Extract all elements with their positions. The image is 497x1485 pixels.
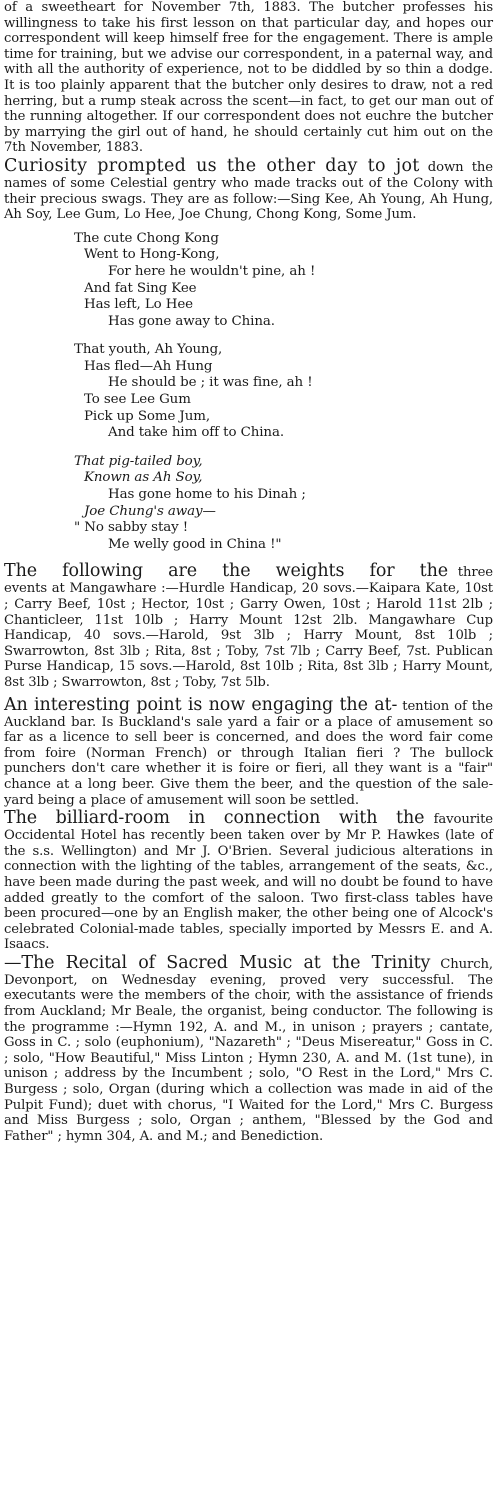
poem-line: Has gone home to his Dinah ; xyxy=(108,487,306,503)
paragraph-body: Church, Devonport, on Wednesday evening, proved very successful. The executants were the members of the choir, with the assistance of friends from Auckland; Mr Beale, the organist, being conductor. The following is the programme :—Hymn 192, A. and M., in unison ; prayers ; cantate, Goss in C. ; solo (euphonium), "Nazareth" ; "Deus Misereatur," Goss in C. ; solo, "How Beautiful," Miss Linton ; Hymn 230, A. and M. (1st tune), in unison ; address by the Incumbent ; solo, "O Rest in the Lord," Mrs C. Burgess ; solo, Organ (during which a collection was made in aid of the Pulpit Fund); duet with chorus, "I Waited for the Lord," Mrs C. Burgess and Miss Burgess ; solo, Organ ; anthem, "Blessed by the God and Father" ; hymn 304, A. and M.; and Benediction. xyxy=(4,956,493,1144)
poem-line: Has gone away to China. xyxy=(108,313,275,329)
paragraph-weights xyxy=(4,561,493,690)
poem-line: Went to Hong-Kong, xyxy=(84,247,220,263)
poem-line: Has left, Lo Hee xyxy=(84,297,193,313)
paragraph-celestials xyxy=(4,156,493,223)
poem-line: For here he wouldn't pine, ah ! xyxy=(108,263,316,279)
paragraph-body: three events at Mangawhare :—Hurdle Handicap, 20 sovs.—Kaipara Kate, 10st ; Carry Beef, 10st ; Hector, 10st ; Garry Owen, 10st ; Harold 11st 2lb ; Chanticleer, 11st 10lb ; Harry Mount 12st 2lb. Mangawhare Cup Handicap, 40 sovs.—Harold, 9st 3lb ; Harry Mount, 8st 10lb ; Swarrowton, 8st 3lb ; Rita, 8st ; Toby, 7st 7lb ; Carry Beef, 7st. Publican Purse Handicap, 15 sovs.—Harold, 8st 10lb ; Rita, 8st 3lb ; Harry Mount, 8st 3lb ; Swarrowton, 8st ; Toby, 7st 5lb. xyxy=(4,565,494,690)
paragraph-lead: Curiosity prompted us the other day to jot xyxy=(4,155,420,176)
poem-line: He should be ; it was fine, ah ! xyxy=(108,375,313,391)
poem-line: That pig-tailed boy, xyxy=(74,453,203,469)
poem-line: That youth, Ah Young, xyxy=(74,342,223,358)
paragraph-lead: The billiard-room in connection with the xyxy=(4,808,425,829)
poem-line: Me welly good in China !" xyxy=(108,536,282,552)
paragraph-body: tention of the Auckland bar. Is Buckland's sale yard a fair or a place of amusement so far as a licence to sell beer is concerned, and does the word fair come from foire (Norman French) or through Italian fieri ? The bullock punchers don't care whether it is foire or fieri, all they want is a "fair" chance at a long beer. Give them the beer, and the question of the sale-yard being a place of amusement will soon be settled. xyxy=(4,698,494,808)
poem-line: Joe Chung's away— xyxy=(84,503,216,519)
poem-line: Pick up Some Jum, xyxy=(84,408,210,424)
poem-stanza-3 xyxy=(74,454,493,554)
paragraph-body: favourite Occidental Hotel has recently been taken over by Mr P. Hawkes (late of the s.s. Wellington) and Mr J. O'Brien. Several judicious alterations in connection with the lighting of the tables, arrangement of the seats, &c., have been made during the past week, and will no doubt be found to have added greatly to the comfort of the saloon. Two first-class tables have been procured—one by an English maker, the other being one of Alcock's celebrated Colonial-made tables, specially imported by Messrs E. and A. Isaacs. xyxy=(4,812,493,953)
poem-stanza-1 xyxy=(74,231,493,331)
poem-line: The cute Chong Kong xyxy=(74,230,219,246)
poem-line: And fat Sing Kee xyxy=(84,280,197,296)
paragraph-body: down the names of some Celestial gentry who made tracks out of the Colony with their precious swags. They are as follow:—Sing Kee, Ah Young, Ah Hung, Ah Soy, Lee Gum, Lo Hee, Joe Chung, Chong Kong, Some Jum. xyxy=(4,159,494,223)
paragraph-lead: An interesting point is now engaging the at- xyxy=(4,694,398,715)
paragraph-sacred-music xyxy=(4,953,493,1145)
paragraph-lead: —The Recital of Sacred Music at the Trinity xyxy=(4,952,431,973)
poem-stanza-2 xyxy=(74,342,493,442)
poem-line: To see Lee Gum xyxy=(84,392,191,408)
paragraph-butcher: of a sweetheart for November 7th, 1883. The butcher professes his willingness to take his first lesson on that particular day, and hopes our correspondent will keep himself free for the engagement. There is ample time for training, but we advise our correspondent, in a paternal way, and with all the authority of experience, not to be diddled by so thin a dodge. It is too plainly apparent that the butcher only desires to draw, not a red herring, but a rump steak across the scent—in fact, to get our man out of the running altogether. If our correspondent does not euchre the butcher by marrying the girl out of hand, he should certainly cut him out on the 7th November, 1883. xyxy=(4,0,493,156)
poem xyxy=(74,231,493,554)
poem-line: " No sabby stay ! xyxy=(74,520,189,536)
poem-line: Has fled—Ah Hung xyxy=(84,358,213,374)
paragraph-billiard-room xyxy=(4,808,493,953)
paragraph-auckland-bar xyxy=(4,695,493,809)
paragraph-lead: The following are the weights for the xyxy=(4,561,449,582)
poem-line: Known as Ah Soy, xyxy=(84,470,203,486)
poem-line: And take him off to China. xyxy=(108,425,284,441)
